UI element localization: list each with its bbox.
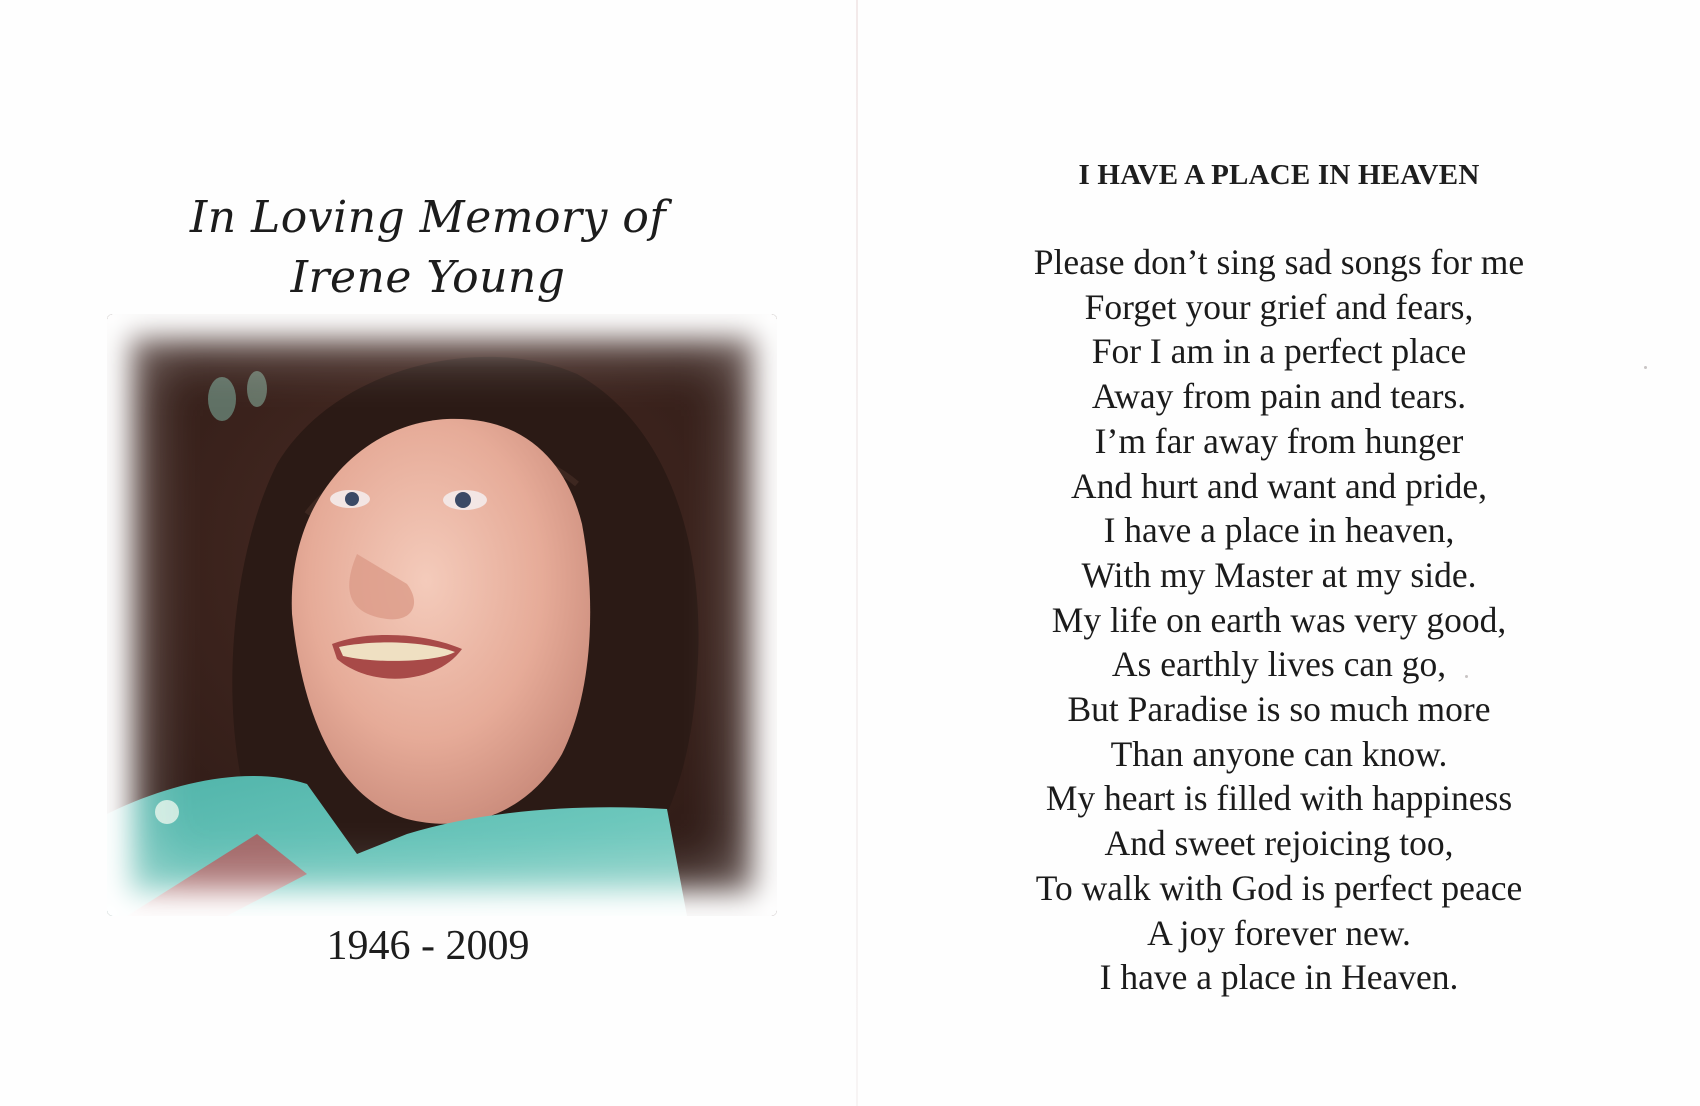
poem-line: With my Master at my side. — [1081, 554, 1477, 595]
scan-speck — [1644, 366, 1647, 369]
poem-line: A joy forever new. — [1147, 912, 1411, 953]
scan-speck — [1465, 675, 1468, 678]
poem-line: I’m far away from hunger — [1094, 420, 1464, 461]
memorial-photo — [107, 314, 777, 916]
life-dates: 1946 - 2009 — [326, 923, 530, 969]
poem-body — [858, 240, 1700, 1000]
poem-line: I have a place in heaven, — [1103, 510, 1455, 551]
memorial-heading-line-1: In Loving Memory of — [189, 192, 667, 243]
poem-line: For I am in a perfect place — [1091, 331, 1467, 372]
poem-line: My life on earth was very good, — [1051, 599, 1507, 640]
poem-line: Away from pain and tears. — [1091, 376, 1467, 417]
poem-line: I have a place in Heaven. — [1099, 957, 1459, 998]
poem-line: To walk with God is perfect peace — [1035, 867, 1523, 908]
portrait-image — [107, 314, 777, 916]
memorial-heading-name: Irene Young — [290, 252, 566, 303]
poem-line: As earthly lives can go, — [1111, 644, 1447, 685]
poem-line: But Paradise is so much more — [1067, 689, 1491, 730]
poem-line: Forget your grief and fears, — [1084, 286, 1474, 327]
poem-line: Than anyone can know. — [1110, 733, 1448, 774]
poem-title: I HAVE A PLACE IN HEAVEN — [1078, 159, 1480, 191]
poem-line: And sweet rejoicing too, — [1104, 823, 1454, 864]
poem-line: Please don’t sing sad songs for me — [1033, 242, 1525, 282]
poem-line: My heart is filled with happiness — [1045, 778, 1513, 819]
memorial-heading — [0, 188, 856, 308]
poem-line: And hurt and want and pride, — [1070, 465, 1488, 506]
